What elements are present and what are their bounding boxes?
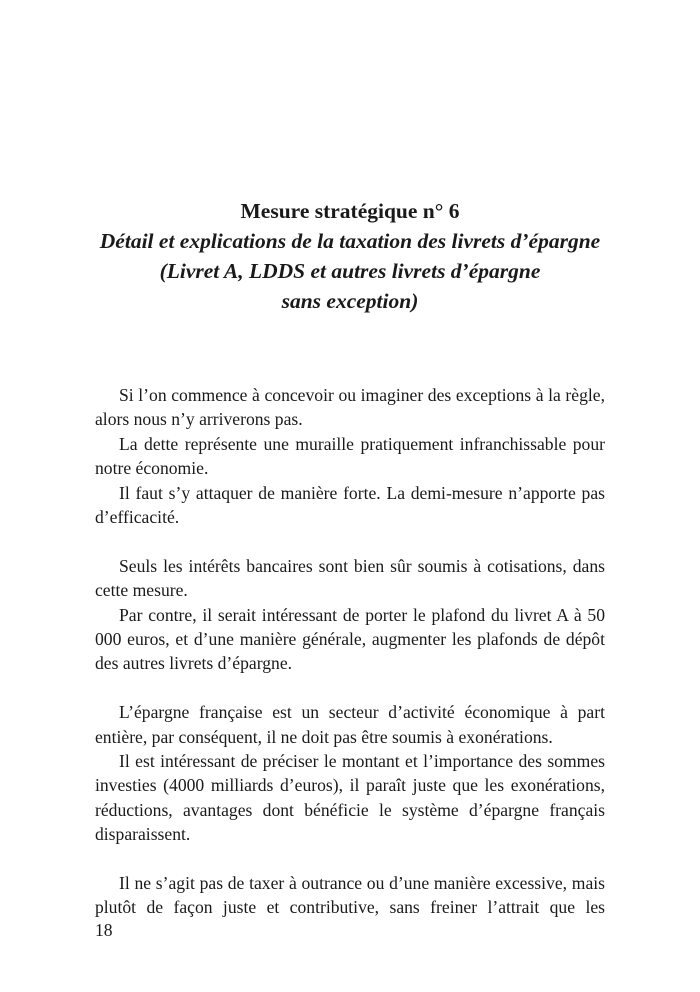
heading-subtitle-line-2: (Livret A, LDDS et autres livrets d’épargne [159,259,541,283]
paragraph: Si l’on commence à concevoir ou imaginer des exceptions à la règle, alors nous n’y arriverons pas. [95,385,605,430]
paragraph: La dette représente une muraille pratiquement infranchissable pour notre économie. [95,433,605,479]
heading-subtitle-line-3: sans exception) [281,289,419,313]
paragraph-gap [95,847,605,871]
paragraph: Il est intéressant de préciser le montant et l’importance des sommes investies (4000 milliards d’euros), il paraît juste que les exonérations, réductions, avantages dont bénéficie le système d’épargne français disparaissent. [95,751,605,845]
paragraph-gap [95,676,605,700]
paragraph: Seuls les intérêts bancaires sont bien sûr soumis à cotisations, dans cette mesure. [95,555,605,601]
page-number: 18 [95,920,113,940]
paragraph: L’épargne française est un secteur d’activité économique à part entière, par conséquent, il ne doit pas être soumis à exonérations. [95,702,605,747]
body-text [95,383,605,920]
section-heading [90,196,610,316]
heading-subtitle-line-1: Détail et explications de la taxation des livrets d’épargne [99,229,601,253]
paragraph: Par contre, il serait intéressant de porter le plafond du livret A à 50 000 euros, et d’une manière générale, augmenter les plafonds de dépôt des autres livrets d’épargne. [95,604,605,674]
paragraph-gap [95,529,605,553]
heading-title: Mesure stratégique n° 6 [240,199,460,223]
paragraph: Il ne s’agit pas de taxer à outrance ou d’une manière excessive, mais plutôt de façon juste et contributive, sans freiner l’attrait que les [95,873,605,918]
paragraph: Il faut s’y attaquer de manière forte. La demi-mesure n’apporte pas d’efficacité. [95,482,605,528]
